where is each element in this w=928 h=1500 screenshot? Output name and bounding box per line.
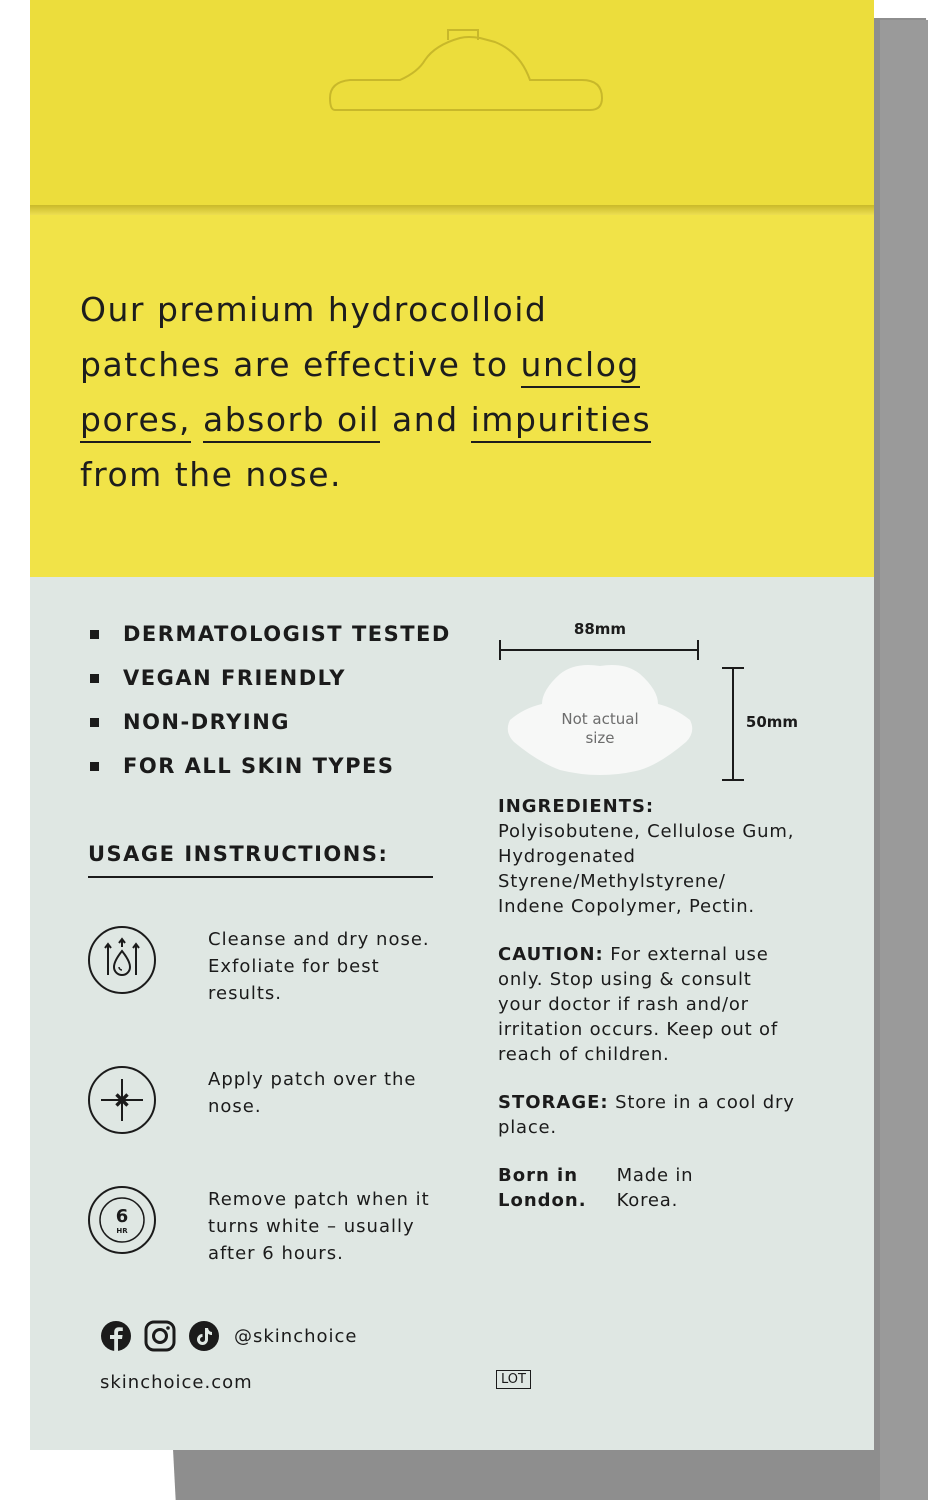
made-in: Made in Korea.	[616, 1165, 694, 1211]
storage: STORAGE: Store in a cool dry place.	[498, 1092, 795, 1138]
website: skinchoice.com	[100, 1372, 253, 1393]
product-box	[30, 0, 874, 1450]
feature-list	[90, 612, 451, 788]
square-bullet-icon	[90, 718, 99, 727]
timer-unit: HR	[116, 1227, 128, 1235]
tagline-line1: Our premium hydrocolloid	[80, 290, 548, 329]
box-hang-flap	[30, 0, 874, 210]
not-actual-size-line1: Not actual	[561, 710, 639, 728]
not-actual-size-line2: size	[585, 729, 615, 747]
droplet-arrows-icon	[88, 926, 156, 994]
tagline-and: and	[380, 400, 471, 439]
tagline-line4: from the nose.	[80, 455, 343, 494]
tagline-unclog: unclog	[521, 345, 640, 388]
usage-step	[88, 1186, 448, 1267]
origin	[498, 1163, 798, 1213]
usage-step	[88, 926, 448, 1007]
step-text: Cleanse and dry nose. Exfoliate for best results.	[208, 929, 430, 1004]
tiktok-icon	[188, 1320, 220, 1352]
caution: CAUTION: For external use only. Stop using & consult your doctor if rash and/or irritation occurs. Keep out of reach of children.	[498, 944, 778, 1065]
facebook-icon	[100, 1320, 132, 1352]
box-shadow-edge	[880, 20, 928, 1500]
social-row	[100, 1320, 358, 1352]
ingredients: INGREDIENTS: Polyisobutene, Cellulose Gum, Hydrogenated Styrene/Methylstyrene/ Indene Copolymer, Pectin.	[498, 796, 795, 917]
patch-size-diagram	[490, 612, 820, 792]
feature-item: FOR ALL SKIN TYPES	[90, 744, 451, 788]
square-bullet-icon	[90, 630, 99, 639]
hang-tab-outline	[30, 0, 874, 210]
square-bullet-icon	[90, 762, 99, 771]
timer-6hr-icon	[88, 1186, 156, 1254]
product-info	[498, 794, 798, 1213]
feature-item: VEGAN FRIENDLY	[90, 656, 451, 700]
step-text: Apply patch over the nose.	[208, 1069, 417, 1117]
width-label: 88mm	[573, 620, 627, 638]
feature-item: DERMATOLOGIST TESTED	[90, 612, 451, 656]
instagram-icon	[144, 1320, 176, 1352]
usage-step	[88, 1066, 448, 1134]
square-bullet-icon	[90, 674, 99, 683]
step-text: Remove patch when it turns white – usually after 6 hours.	[208, 1189, 430, 1264]
tagline	[80, 282, 800, 502]
usage-instructions-title: USAGE INSTRUCTIONS:	[88, 842, 433, 878]
born-in: Born in London.	[498, 1165, 587, 1211]
target-compress-icon	[88, 1066, 156, 1134]
feature-item: NON-DRYING	[90, 700, 451, 744]
lot-box: LOT	[496, 1370, 531, 1389]
tagline-absorb-oil: absorb oil	[203, 400, 380, 443]
timer-number: 6	[115, 1206, 129, 1227]
height-label: 50mm	[745, 713, 799, 731]
tagline-impurities: impurities	[471, 400, 652, 443]
social-handle: @skinchoice	[234, 1325, 358, 1347]
tagline-pores: pores,	[80, 400, 191, 443]
tagline-line2-prefix: patches are effective to	[80, 345, 521, 384]
